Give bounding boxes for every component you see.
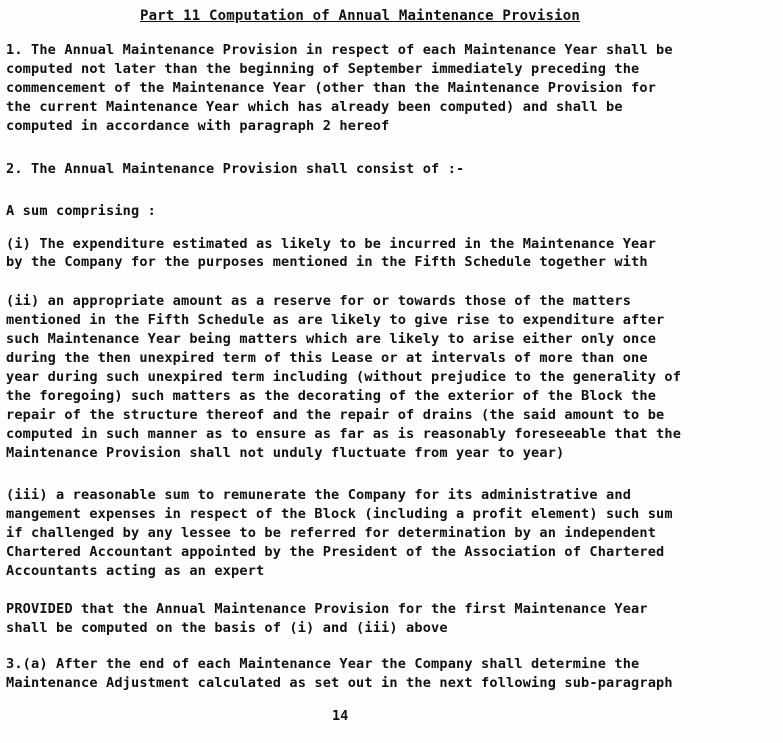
text-line: Accountants acting as an expert (6, 563, 265, 579)
text-line: 1. The Annual Maintenance Provision in respect of each Maintenance Year shall be (6, 42, 673, 58)
text-line: commencement of the Maintenance Year (other than the Maintenance Provision for (6, 80, 657, 96)
text-line: (iii) a reasonable sum to remunerate the Company for its administrative and (6, 487, 632, 503)
text-line: A sum comprising : (6, 203, 157, 219)
text-line: repair of the structure thereof and the repair of drains (the said amount to be (6, 407, 665, 423)
text-line: shall be computed on the basis of (i) and (iii) above (6, 620, 448, 636)
text-line: computed in such manner as to ensure as far as is reasonably foreseeable that the (6, 426, 682, 442)
text-line: 3.(a) After the end of each Maintenance Year the Company shall determine the (6, 656, 640, 672)
text-line: Chartered Accountant appointed by the President of the Association of Chartered (6, 544, 665, 560)
text-line: Maintenance Adjustment calculated as set out in the next following sub-paragraph (6, 675, 673, 691)
text-line: (i) The expenditure estimated as likely to be incurred in the Maintenance Year (6, 236, 657, 252)
text-line: (ii) an appropriate amount as a reserve for or towards those of the matters (6, 293, 632, 309)
text-line: mangement expenses in respect of the Block (including a profit element) such sum (6, 506, 673, 522)
text-line: the foregoing) such matters as the decorating of the exterior of the Block the (6, 388, 657, 404)
text-line: mentioned in the Fifth Schedule as are likely to give rise to expenditure after (6, 312, 665, 328)
text-line: the current Maintenance Year which has already been computed) and shall be (6, 99, 623, 115)
document-title: Part 11 Computation of Annual Maintenance Provision (140, 8, 581, 24)
text-line: if challenged by any lessee to be referred for determination by an independent (6, 525, 657, 541)
text-line: such Maintenance Year being matters which are likely to arise either only once (6, 331, 657, 347)
text-line: during the then unexpired term of this Lease or at intervals of more than one (6, 350, 648, 366)
text-line: computed not later than the beginning of September immediately preceding the (6, 61, 640, 77)
text-line: computed in accordance with paragraph 2 hereof (6, 118, 390, 134)
text-line: 2. The Annual Maintenance Provision shall consist of :- (6, 161, 465, 177)
text-line: by the Company for the purposes mentioned in the Fifth Schedule together with (6, 254, 648, 270)
text-line: year during such unexpired term including (without prejudice to the generality of (6, 369, 682, 385)
page-number: 14 (332, 708, 349, 724)
text-line: PROVIDED that the Annual Maintenance Provision for the first Maintenance Year (6, 601, 648, 617)
text-line: Maintenance Provision shall not unduly fluctuate from year to year) (6, 445, 565, 461)
